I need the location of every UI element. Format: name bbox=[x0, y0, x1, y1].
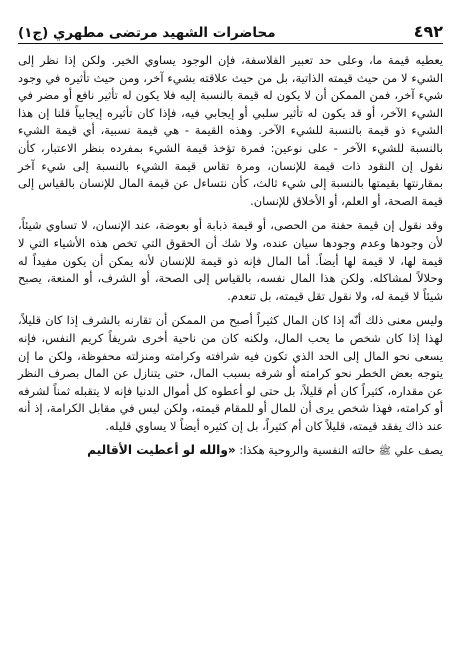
paragraph-4-lead: يصف علي bbox=[394, 443, 443, 458]
running-title: محاضرات الشهيد مرتضى مطهري (ج١) bbox=[18, 24, 276, 41]
paragraph-4 bbox=[18, 442, 443, 461]
paragraph-3: وليس معنى ذلك أنّه إذا كان المال كثيراً أصبح من الممكن أن تقارنه بالشرف إذا كان قليلاً، لهذا إذا كان شخص ما يحب المال، ولكنه كان من ناحية أخرى شريفاً كريم النفس، فإنه يسعى نحو المال إلى الحد الذي تكون فيه شرافته وكرامته ومنزلته محفوظة، ولكن ما إن يتوجه بعض الخطر نحو كرامته أو شرفه بسبب المال، حتى يتنازل عن المال بصرف النظر عن مقداره، كثيراً كان أم قليلاً، بل حتى لو أعطوه كل أموال الدنيا فإنه لا يتقبله ثمناً لشرفه أو كرامته، فهذا شخص يرى أن للمال أو للمقام قيمته، ولكن ليس في مقابل الكرامة، إذ أنه عند ذاك يفقد قيمته، قليلاً كان أم كثيراً، بل إن كثيره أيضاً لا يساوي قليله. bbox=[18, 313, 443, 433]
quotation-start: «والله لو أعطيت الأقاليم bbox=[87, 443, 236, 458]
paragraph-2: وقد نقول إن قيمة حفنة من الحصى، أو قيمة ذبابة أو بعوضة، عند الإنسان، لا تساوي شيئاً، لأن وجودها وعدم وجودها سيان عنده، ولا شك أن الحقوق التي تخص هذه الأشياء التي لا قيمة لها، لا قيمة لها أيضاً. أما المال فإنه ذو قيمة للإنسان لأنه يمكن أن يكون مفيداً له وحلالاً لمشاكله. ولكن هذا المال نفسه، بالقياس إلى الصحة، أو الشرف، أو المنعة، يصبح شيئاً لا قيمة له، ولا نقول تقل قيمته، بل تنعدم. bbox=[18, 218, 443, 303]
body-text bbox=[18, 52, 443, 461]
paragraph-1: يعطيه قيمة ما، وعلى حد تعبير الفلاسفة، فإن الوجود يساوي الخير. ولكن إذا نظر إلى الشيء لا من حيث قيمته الذاتية، بل من حيث علاقته بشيء آخر، ومن حيث تأثيره في وجود شيء آخر، فمن الممكن أن لا يكون له قيمة بالنسبة إليه فلا يكون له تأثير نافع أو مضر في الشيء الآخر، أو قد يكون له تأثير سلبي أو إيجابي فيه، فإذا كان تأثيره إيجابياً قلنا إن هذا الشيء ذو قيمة بالنسبة للشيء الآخر. وهذه القيمة - هي قيمة نسبية، أي قيمة الشيء بالنسبة للشيء الآخر - على نوعين: فمرة تؤخذ قيمة الشيء بمفرده بنظر الاعتبار، كأن نقول إن النقود ذات قيمة للإنسان، ومرة تقاس قيمة الشيء بالنسبة إلى شيء آخر بمقارنتها بقيمتها بالنسبة إلى شيء ثالث، كأن نتساءل عن قيمة المال للإنسان بالقياس إلى قيمة الصحة، أو العلم، أو الأخلاق للإنسان. bbox=[18, 53, 443, 208]
page-number: ٤٩٢ bbox=[413, 22, 443, 41]
page-header bbox=[18, 10, 443, 44]
paragraph-4-middle: حالته النفسية والروحية هكذا: bbox=[239, 443, 376, 458]
honorific-symbol: ﷺ bbox=[378, 446, 391, 458]
